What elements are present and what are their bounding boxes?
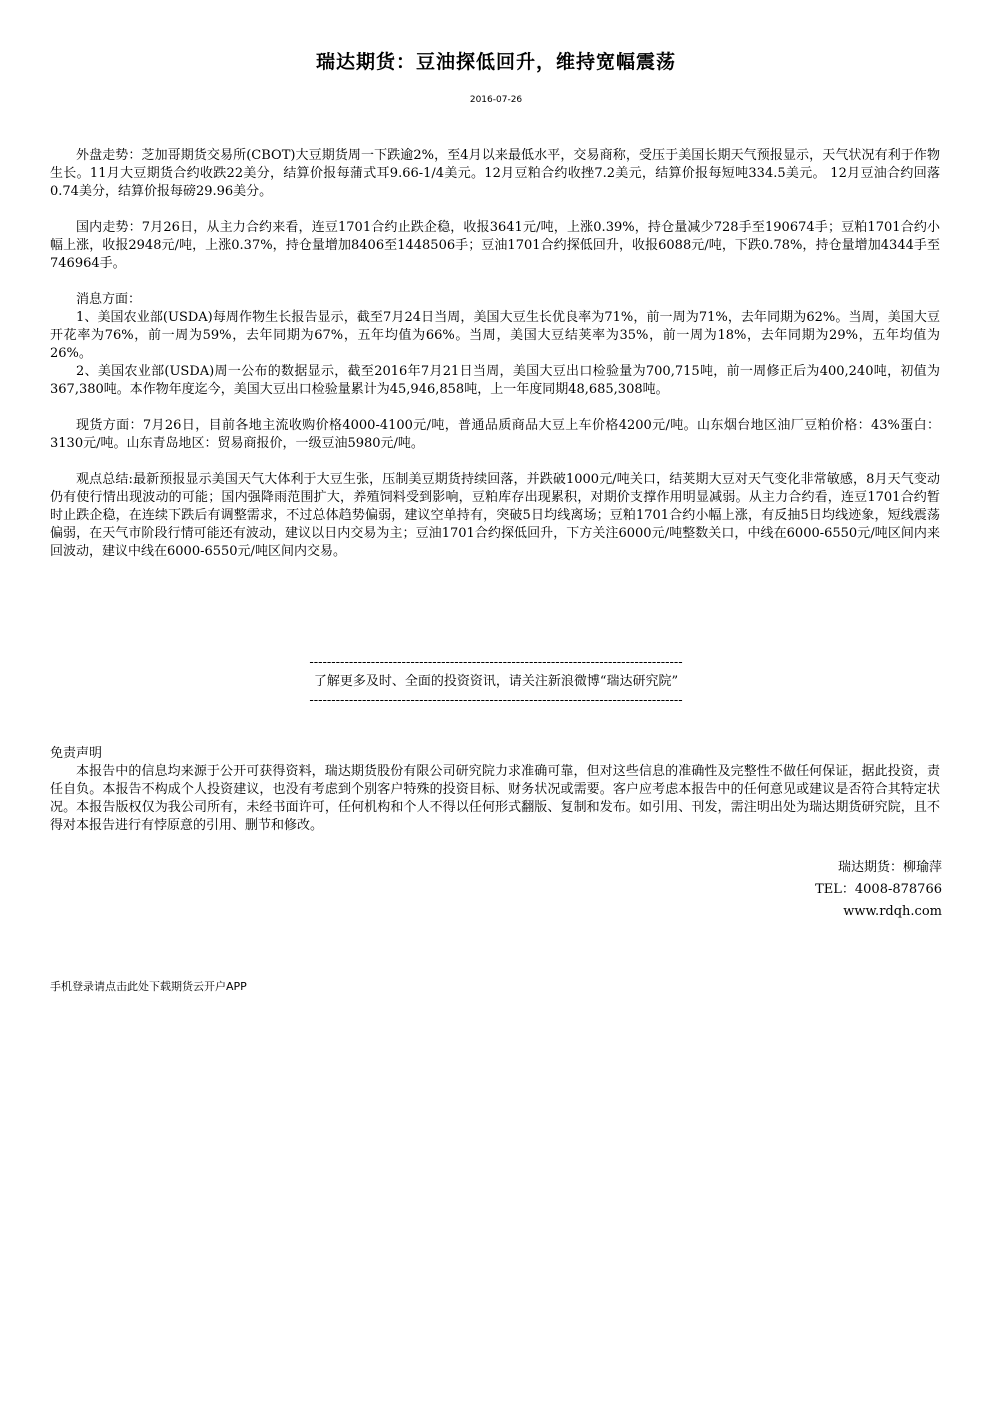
weibo-promo xyxy=(272,653,720,710)
news-item-1: 1、美国农业部(USDA)每周作物生长报告显示，截至7月24日当周，美国大豆生长优良率为71%，前一周为71%，去年同期为62%。当周，美国大豆开花率为76%，前一周为59%，去年同期为67%，五年均值为66%。当周，美国大豆结荚率为35%，前一周为18%，去年同期为29%，五年均值为26%。 xyxy=(50,310,940,361)
signature-website[interactable]: www.rdqh.com xyxy=(843,904,942,919)
weibo-promo-text: 了解更多及时、全面的投资资讯，请关注新浪微博“瑞达研究院” xyxy=(313,674,679,689)
summary-paragraph: 观点总结:最新预报显示美国天气大体利于大豆生张，压制美豆期货持续回落，并跌破1000元/吨关口，结荚期大豆对天气变化非常敏感，8月天气变动仍有使行情出现波动的可能；国内强降雨范围扩大，养殖饲料受到影响，豆粕库存出现累积，对期价支撑作用明显减弱。从主力合约看，连豆1701合约暂时止跌企稳，在连续下跌后有调整需求，不过总体趋势偏弱，建议空单持有，突破5日均线离场；豆粕1701合约小幅上涨，有反抽5日均线迹象，短线震荡偏弱，在天气市阶段行情可能还有波动，建议以日内交易为主；豆油1701合约探低回升，下方关注6000元/吨整数关口，中线在6000-6550元/吨区间内来回波动，建议中线在6000-6550元/吨区间内交易。 xyxy=(50,472,940,559)
signature-author: 瑞达期货：柳瑜萍 xyxy=(837,860,942,875)
domestic-paragraph: 国内走势：7月26日，从主力合约来看，连豆1701合约止跌企稳，收报3641元/吨，上涨0.39%，持仓量减少728手至190674手；豆粕1701合约小幅上涨，收报2948元/吨，上涨0.37%，持仓量增加8406至1448506手；豆油1701合约探低回升，收报6088元/吨，下跌0.78%，持仓量增加4344手至746964手。 xyxy=(50,220,940,271)
report-body xyxy=(50,147,940,579)
app-download-link[interactable]: 手机登录请点击此处下载期货云开户APP xyxy=(50,980,247,993)
report-date: 2016-07-26 xyxy=(469,95,523,105)
signature-block xyxy=(815,857,942,923)
news-item-2: 2、美国农业部(USDA)周一公布的数据显示，截至2016年7月21日当周，美国大豆出口检验量为700,715吨，前一周修正后为400,240吨，初值为367,380吨。本作物年度迄今，美国大豆出口检验量累计为45,946,858吨，上一年度同期48,685,308吨。 xyxy=(50,364,940,397)
overseas-paragraph: 外盘走势：芝加哥期货交易所(CBOT)大豆期货周一下跌逾2%，至4月以来最低水平，交易商称，受压于美国长期天气预报显示，天气状况有利于作物生长。11月大豆期货合约收跌22美分，结算价报每蒲式耳9.66-1/4美元。12月豆粕合约收挫7.2美元，结算价报每短吨334.5美元。 12月豆油合约回落0.74美分，结算价报每磅29.96美分。 xyxy=(50,148,940,199)
divider-top: ------------------------------------------------------------------------------------- xyxy=(309,655,683,670)
signature-tel: TEL：4008-878766 xyxy=(815,882,942,897)
disclaimer-section xyxy=(50,745,940,835)
divider-bottom: ------------------------------------------------------------------------------------- xyxy=(309,693,683,708)
news-section xyxy=(50,291,940,399)
spot-paragraph: 现货方面：7月26日，目前各地主流收购价格4000-4100元/吨，普通品质商品大豆上车价格4200元/吨。山东烟台地区油厂豆粕价格：43%蛋白：3130元/吨。山东青岛地区：贸易商报价，一级豆油5980元/吨。 xyxy=(50,418,940,451)
news-heading: 消息方面： xyxy=(76,292,142,307)
disclaimer-heading: 免责声明 xyxy=(50,746,103,761)
disclaimer-text: 本报告中的信息均来源于公开可获得资料，瑞达期货股份有限公司研究院力求准确可靠，但对这些信息的准确性及完整性不做任何保证，据此投资，责任自负。本报告不构成个人投资建议，也没有考虑到个别客户特殊的投资目标、财务状况或需要。客户应考虑本报告中的任何意见或建议是否符合其特定状况。本报告版权仅为我公司所有，未经书面许可，任何机构和个人不得以任何形式翻版、复制和发布。如引用、刊发，需注明出处为瑞达期货研究院，且不得对本报告进行有悖原意的引用、删节和修改。 xyxy=(50,764,940,833)
report-title: 瑞达期货：豆油探低回升，维持宽幅震荡 xyxy=(315,51,676,73)
